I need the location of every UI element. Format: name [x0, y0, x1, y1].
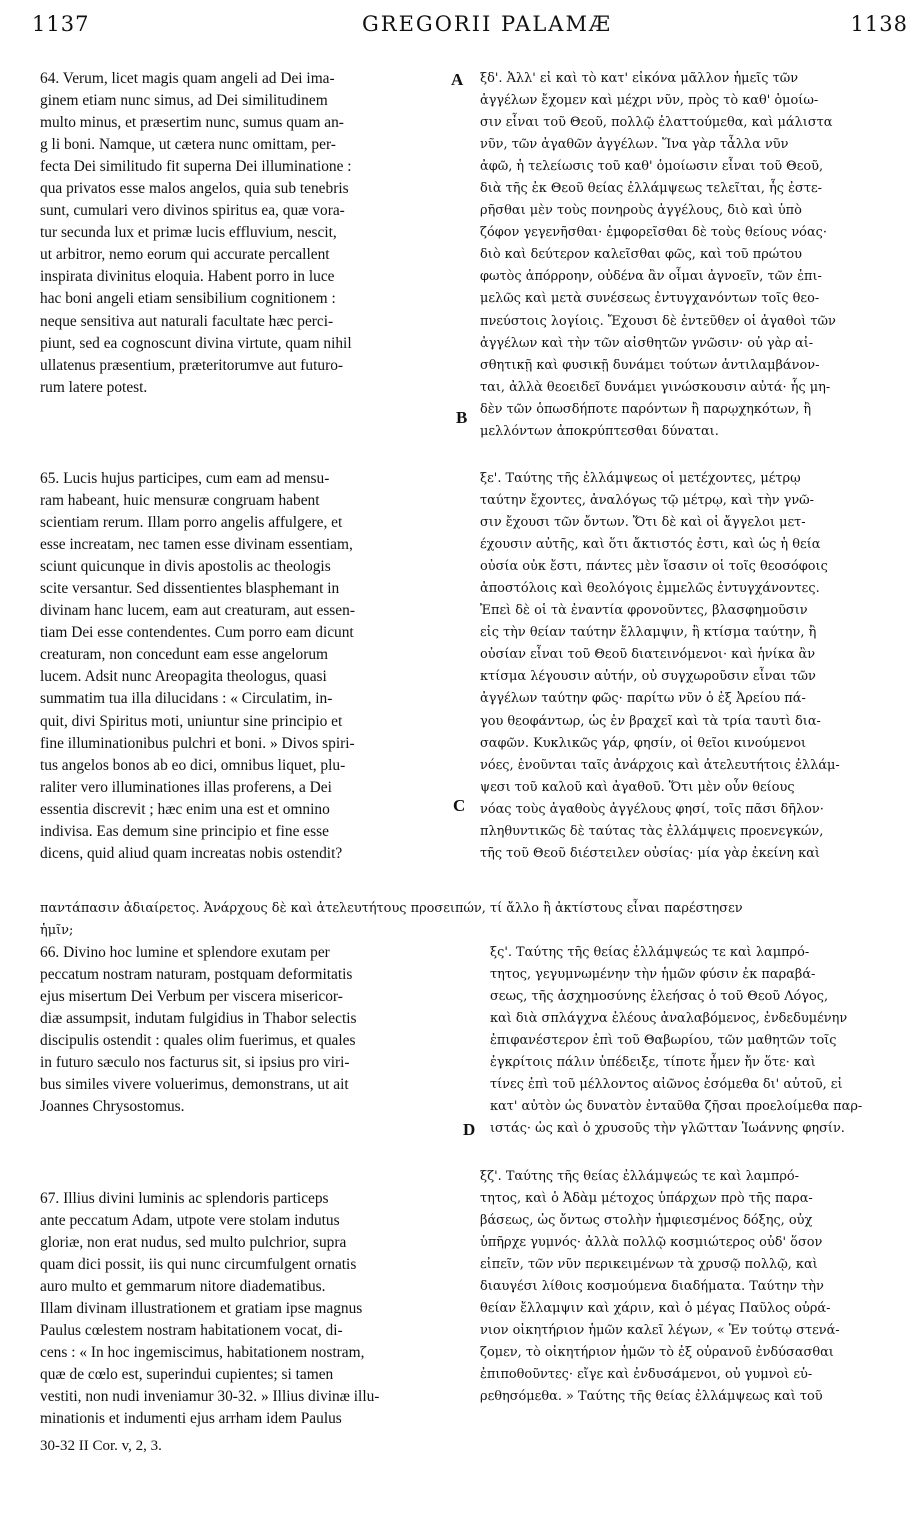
text-line: ginem etiam nunc simus, ad Dei similitudinem — [40, 92, 328, 110]
text-line: ψεσι τοῦ καλοῦ καὶ ἀγαθοῦ. Ὅτι μὲν οὖν θείους — [480, 779, 795, 795]
latin-section-64 — [40, 68, 352, 399]
text-line: sunt, cumulari vero divinos spiritus ea, quæ vora- — [40, 202, 345, 220]
text-line: μελλόντων ἀποκρύπτεσθαι δύναται. — [480, 423, 719, 439]
text-line: 65. Lucis hujus participes, cum eam ad mensu- — [40, 470, 330, 487]
text-line: ρῆσθαι μὲν τοὺς πονηροὺς ἀγγέλους, διὸ καὶ ὑπὸ — [480, 203, 802, 219]
text-line: μελῶς καὶ μετὰ συνέσεως ἐντυγχανόντων τοῖς θεο- — [480, 291, 820, 307]
text-line: ram habeant, huic mensuræ congruam habent — [40, 492, 320, 510]
text-line: minationis et indumenti ejus arrham idem Paulus — [40, 1410, 342, 1428]
text-line: ρεθησόμεθα. » Ταύτης τῆς θείας ἐλλάμψεως καὶ τοῦ — [480, 1389, 823, 1405]
margin-marker-b: B — [456, 408, 468, 427]
text-line: scite versantur. Sed dissentientes blasphemant in — [40, 580, 340, 598]
text-line: σαφῶν. Κυκλικῶς γάρ, φησίν, οἱ θεῖοι κινούμενοι — [480, 735, 807, 751]
text-line: τίνες ἐπὶ τοῦ μέλλοντος αἰῶνος ἐσόμεθα δι' αὐτοῦ, εἰ — [490, 1077, 843, 1093]
text-line: ἀγγέλων καὶ τὴν τῶν αἰσθητῶν γνῶσιν· οὐ γὰρ αἰ- — [480, 335, 814, 351]
text-line: ξζ'. Ταύτης τῆς θείας ἐλλάμψεώς τε καὶ λαμπρό- — [480, 1169, 800, 1184]
text-line: ἐπιποθοῦντες· εἴγε καὶ ἐνδυσάμενοι, οὐ γυμνοὶ εὑ- — [480, 1367, 813, 1383]
latin-section-66 — [40, 942, 357, 1118]
text-line: lucem. Adsit nunc Areopagita theologus, quasi — [40, 668, 327, 686]
greek-section-67 — [480, 1166, 840, 1409]
text-line: ιστάς· ὡς καὶ ὁ χρυσοῦς τὴν γλῶτταν Ἰωάννης φησίν. — [490, 1121, 845, 1137]
text-line: πνεύστοις λογίοις. Ἔχουσι δὲ ἐντεῦθεν οἱ ἀγαθοὶ τῶν — [480, 313, 836, 329]
text-line: hac boni angeli etiam sensibilium cognitionem : — [40, 290, 336, 308]
column-number-right: 1138 — [850, 12, 908, 36]
text-line: tur secunda lux et primæ lucis effluvium, nescit, — [40, 224, 337, 242]
text-line: ξδ'. Ἀλλ' εἰ καὶ τὸ κατ' εἰκόνα μᾶλλον ἡμεῖς τῶν — [480, 71, 799, 86]
text-line: ἀγγέλων ἔχομεν καὶ μέχρι νῦν, πρὸς τὸ καθ' ὁμοίω- — [480, 93, 819, 109]
text-line: quæ de cœlo est, superindui cupientes; si tamen — [40, 1366, 334, 1384]
text-line: νιον οἰκητήριον ἡμῶν καλεῖ λέγων, « Ἐν τούτῳ στενά- — [480, 1323, 840, 1339]
text-line: ἀποστόλοις καὶ θεολόγοις ἐμμελῶς ἐντυγχάνοντες. — [480, 581, 820, 597]
text-line: neque sensitiva aut naturali facultate hæc perci- — [40, 312, 334, 330]
footnote: 30-32 II Cor. v, 2, 3. — [40, 1438, 162, 1454]
text-line: θείαν ἔλλαμψιν καὶ χάριν, καὶ ὁ μέγας Παῦλος οὐρά- — [480, 1301, 831, 1317]
text-line: fecta Dei similitudo fit superna Dei illuminatione : — [40, 158, 352, 176]
running-title: GREGORII PALAMÆ — [362, 12, 612, 36]
text-line: Ἐπεὶ δὲ οἱ τὰ ἐναντία φρονοῦντες, βλασφημοῦσιν — [480, 603, 808, 619]
text-line: ἀφῶ, ἡ τελείωσις τοῦ καθ' ὁμοίωσιν εἶναι τοῦ Θεοῦ, — [480, 159, 824, 175]
text-line: qua privatos esse malos angelos, quia sub tenebris — [40, 180, 349, 198]
text-line: τητος, καὶ ὁ Ἀδὰμ μέτοχος ὑπάρχων πρὸ τῆς παρα- — [480, 1191, 813, 1207]
text-line: Illam divinam illustrationem et gratiam ipse magnus — [40, 1300, 363, 1318]
text-line: ἐγκρίτοις πάλιν ὑπέδειξε, τίποτε ἦμεν ἤν ὅτε· καὶ — [490, 1055, 816, 1071]
text-line: essentia discrevit ; hæc enim una est et omnino — [40, 800, 330, 818]
text-line: διὰ τῆς ἐκ Θεοῦ θείας ἐλλάμψεως τελεῖται, ἧς ἐστε- — [480, 181, 822, 197]
text-line: tiam Dei esse contendentes. Cum porro eam dicunt — [40, 624, 354, 642]
text-line: dicens, quid aliud quam increatas nobis ostendit? — [40, 844, 343, 862]
text-line: νόας τοὺς ἀγαθοὺς ἀγγέλους φησί, τοῖς πᾶσι δῆλον· — [480, 801, 824, 817]
text-line: ullatenus præsentium, præteritorumve aut futuro- — [40, 356, 344, 374]
greek-section-64 — [480, 68, 836, 443]
text-line: bus similes vivere voluerimus, demonstrans, ut ait — [40, 1076, 349, 1094]
text-line: πληθυντικῶς δὲ ταύτας τὰς ἐλλάμψεις προενεγκών, — [480, 823, 824, 839]
text-line: ἐπιφανέστερον ἐπὶ τοῦ Θαβωρίου, τῶν μαθητῶν τοῖς — [490, 1033, 837, 1049]
text-line: Paulus cœlestem nostram habitationem vocat, di- — [40, 1322, 343, 1340]
text-line: inspirata divinitus eloquia. Habent porro in luce — [40, 268, 335, 286]
greek-fullwidth-continuation — [40, 898, 743, 942]
text-line: tus angelos bonos ab eo dici, omnibus liquet, plu- — [40, 756, 346, 774]
text-line: καὶ διὰ σπλάγχνα ἐλέους ἀναλαβόμενος, ἐνδεδυμένην — [490, 1011, 848, 1027]
text-line: rum latere potest. — [40, 378, 148, 396]
greek-section-66 — [490, 942, 862, 1140]
text-line: δὲν τῶν ὁπωσδήποτε παρόντων ἢ παρῳχηκότων, ἢ — [480, 401, 812, 417]
text-line: εἰς τὴν θείαν ταύτην ἔλλαμψιν, ἢ κτίσμα ταύτην, ἢ — [480, 625, 817, 641]
text-line: discipulis ostendit : quales olim fuerimus, et quales — [40, 1032, 356, 1050]
text-line: κατ' αὐτὸν ὡς δυνατὸν ἐνταῦθα ζῆσαι προελοίμεθα παρ- — [490, 1099, 863, 1115]
text-line: οὐσία οὐκ ἔστι, πάντες μὲν ἴσασιν οἱ τοῖς θεοσόφοις — [480, 559, 828, 575]
text-line: διαυγέσι λίθοις κοσμούμενα διαδήματα. Ταύτην τὴν — [480, 1279, 824, 1295]
text-line: summatim tua illa dilucidans : « Circulatim, in- — [40, 690, 333, 708]
text-line: ταύτην ἔχοντες, ἀναλόγως τῷ μέτρῳ, καὶ τὴν γνῶ- — [480, 493, 815, 509]
text-line: multo minus, et præsertim nunc, sumus quam an- — [40, 114, 344, 132]
text-line: ἡμῖν; — [40, 923, 74, 939]
page-header — [32, 12, 908, 40]
text-line: ejus misertum Dei Verbum per viscera misericor- — [40, 988, 343, 1006]
column-number-left: 1137 — [32, 12, 90, 36]
text-line: διὸ καὶ δεύτερον καλεῖσθαι φῶς, καὶ τοῦ πρώτου — [480, 247, 803, 263]
text-line: σεως, τῆς ἀσχημοσύνης ἐλεήσας ὁ τοῦ Θεοῦ Λόγος, — [490, 989, 829, 1005]
text-line: σιν ἔχουσι τῶν ὄντων. Ὅτι δὲ καὶ οἱ ἄγγελοι μετ- — [480, 515, 806, 531]
text-line: auro multo et gemmarum nitore diadematibus. — [40, 1278, 326, 1296]
text-line: vestiti, non nudi inveniamur 30-32. » Illius divinæ illu- — [40, 1388, 380, 1406]
text-line: piunt, sed ea cognoscunt divina virtute, quam nihil — [40, 334, 352, 352]
text-line: φωτὸς ἀπόρροην, οὐδένα ἂν οἶμαι ἀγνοεῖν, τῶν ἐπι- — [480, 269, 822, 285]
text-line: κτίσμα λέγουσιν αὐτήν, οὐ συγχωροῦσιν εἶναι τῶν — [480, 669, 816, 685]
text-line: sciunt quicunque in divis apostolis ac theologis — [40, 558, 331, 576]
text-line: ξς'. Ταύτης τῆς θείας ἐλλάμψεώς τε καὶ λαμπρό- — [490, 945, 810, 960]
text-line: εἰπεῖν, τῶν νῦν περικειμένων τὰ χρυσῷ πολλῷ, καὶ — [480, 1257, 818, 1273]
text-line: quit, divi Spiritus moti, uniuntur sine principio et — [40, 712, 343, 730]
text-line: τῆς τοῦ Θεοῦ διέστειλεν οὐσίας· μία γὰρ ἐκείνη καὶ — [480, 845, 820, 861]
text-line: g li boni. Namque, ut cætera nunc omittam, per- — [40, 136, 336, 154]
text-line: οὐσίαν εἶναι τοῦ Θεοῦ διατεινόμενοι· καὶ ἡνίκα ἂν — [480, 647, 816, 663]
margin-marker-a: A — [451, 70, 464, 89]
text-line: Joannes Chrysostomus. — [40, 1098, 185, 1116]
margin-marker-d: D — [463, 1120, 476, 1139]
text-line: cens : « In hoc ingemiscimus, habitationem nostram, — [40, 1344, 365, 1362]
margin-marker-c: C — [453, 796, 466, 815]
text-line: σθητικῇ καὶ φυσικῇ δυνάμει τούτων ἀντιλαμβάνον- — [480, 357, 820, 373]
text-line: τητος, γεγυμνωμένην τὴν ἡμῶν φύσιν ἐκ παραβά- — [490, 967, 816, 983]
text-line: 64. Verum, licet magis quam angeli ad Dei ima- — [40, 70, 335, 87]
text-line: νῦν, τῶν ἀγαθῶν ἀγγέλων. Ἵνα γὰρ τἆλλα νῦν — [480, 137, 789, 153]
text-line: γου θεοφάντωρ, ὡς ἐν βραχεῖ καὶ τὰ τρία ταυτὶ δια- — [480, 713, 821, 729]
text-line: scientiam rerum. Illam porro angelis affulgere, et — [40, 514, 343, 532]
text-line: divinam hanc lucem, eam aut creaturam, aut essen- — [40, 602, 355, 620]
text-line: ante peccatum Adam, utpote vere stolam indutus — [40, 1212, 340, 1230]
text-line: σιν εἶναι τοῦ Θεοῦ, πολλῷ ἐλαττούμεθα, καὶ μάλιστα — [480, 115, 833, 131]
text-line: gloriæ, non erat nudus, sed multo pulchrior, supra — [40, 1234, 347, 1252]
text-line: παντάπασιν ἀδιαίρετος. Ἀνάρχους δὲ καὶ ἀτελευτήτους προσειπών, τί ἄλλο ἢ ἀκτίστους εἶναι παρέστησεν — [40, 901, 743, 916]
text-line: peccatum nostram naturam, postquam deformitatis — [40, 966, 353, 984]
text-line: 67. Illius divini luminis ac splendoris particeps — [40, 1190, 329, 1207]
text-line: indivisa. Eas demum sine principio et fine esse — [40, 822, 329, 840]
greek-section-65 — [480, 468, 840, 865]
text-line: βάσεως, ὡς ὄντως στολὴν ἠμφιεσμένος δόξης, οὐχ — [480, 1213, 813, 1229]
text-line: esse increatam, nec tamen esse divinam essentiam, — [40, 536, 353, 554]
text-line: in futuro sæculo nos facturus sit, si ipsius pro viri- — [40, 1054, 350, 1072]
text-line: ut arbitror, nemo eorum qui accurate percallent — [40, 246, 330, 264]
text-line: quam dici possit, iis qui nunc circumfulgent ornatis — [40, 1256, 357, 1274]
text-line: έχουσιν αὐτῆς, καὶ ὅτι ἄκτιστός ἐστι, καὶ ὡς ἡ θεία — [480, 537, 821, 553]
text-line: ται, ἀλλὰ θεοειδεῖ δυνάμει γινώσκουσιν αὐτά· ἧς μη- — [480, 379, 831, 395]
text-line: 66. Divino hoc lumine et splendore exutam per — [40, 944, 330, 961]
text-line: creaturam, non concedunt eam esse angelorum — [40, 646, 329, 664]
text-line: diæ assumpsit, indutam fulgidius in Thabor selectis — [40, 1010, 357, 1028]
text-line: raliter vero illuminationes illas proferens, a Dei — [40, 778, 332, 796]
text-line: ξε'. Ταύτης τῆς ἐλλάμψεως οἱ μετέχοντες, μέτρῳ — [480, 471, 801, 486]
text-line: ὑπῆρχε γυμνός· ἀλλὰ πολλῷ κοσμιώτερος οὐδ' ὅσον — [480, 1235, 823, 1251]
latin-section-65 — [40, 468, 355, 865]
text-line: fine illuminationibus pulchri et boni. » Divos spiri- — [40, 734, 355, 752]
latin-section-67 — [40, 1188, 379, 1431]
text-line: ἀγγέλων ταύτην φῶς· παρίτω νῦν ὁ ἐξ Ἀρείου πά- — [480, 691, 806, 707]
text-line: ζόφον γεγενῆσθαι· ἐμφορεῖσθαι δὲ τοὺς θείους νόας· — [480, 225, 827, 241]
text-line: ζομεν, τὸ οἰκητήριον ἡμῶν τὸ ἐξ οὐρανοῦ ἐνδύσασθαι — [480, 1345, 834, 1361]
text-line: νόες, ἑνοῦνται ταῖς ἀνάρχοις καὶ ἀτελευτήτοις ἐλλάμ- — [480, 757, 840, 773]
